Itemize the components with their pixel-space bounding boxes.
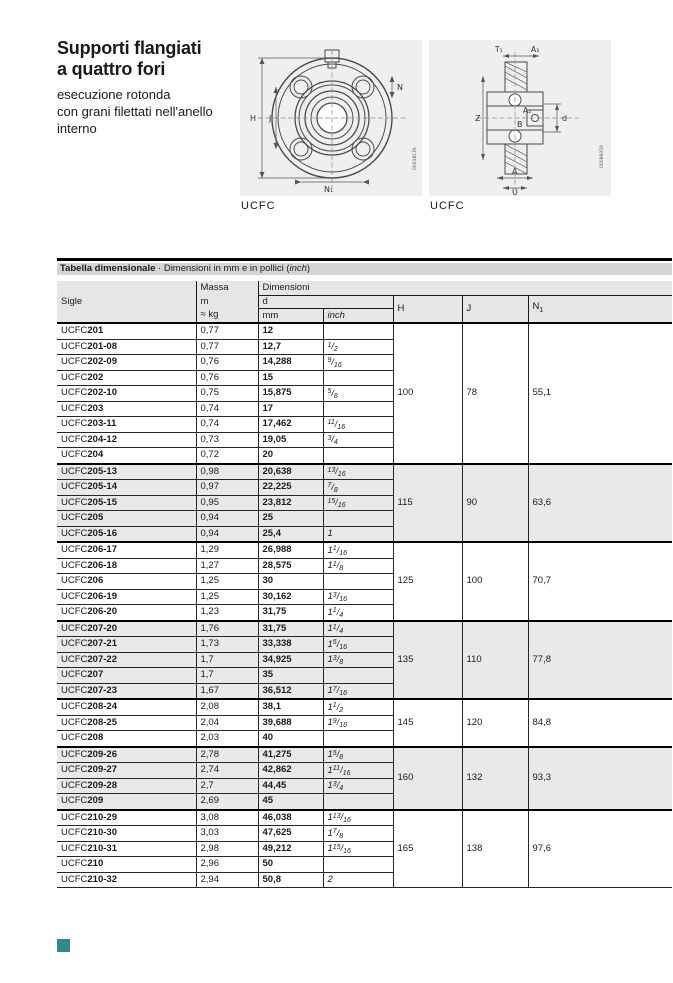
cell-massa: 2,04	[196, 715, 258, 731]
cell-d-mm: 28,575	[258, 558, 323, 574]
cell-massa: 2,69	[196, 794, 258, 810]
cell-d-mm: 25,4	[258, 526, 323, 542]
cell-d-inch	[323, 668, 393, 684]
table-title-inch: inch	[289, 263, 307, 274]
cell-N1: 84,8	[528, 699, 672, 747]
cell-H: 165	[393, 810, 462, 888]
cell-sigle: UCFC206	[57, 574, 196, 590]
cell-d-mm: 40	[258, 731, 323, 747]
cell-sigle: UCFC208	[57, 731, 196, 747]
cell-sigle: UCFC205-14	[57, 480, 196, 496]
cell-massa: 1,27	[196, 558, 258, 574]
cell-d-mm: 36,512	[258, 683, 323, 699]
cell-d-mm: 46,038	[258, 810, 323, 826]
cell-d-inch	[323, 731, 393, 747]
dimensional-table-section	[57, 258, 672, 888]
cell-massa: 1,7	[196, 652, 258, 668]
cell-d-mm: 12,7	[258, 339, 323, 355]
cell-d-mm: 30,162	[258, 589, 323, 605]
cell-d-mm: 31,75	[258, 621, 323, 637]
cell-N1: 70,7	[528, 542, 672, 621]
cell-massa: 1,73	[196, 637, 258, 653]
page-title	[57, 38, 201, 80]
cell-d-inch	[323, 574, 393, 590]
cell-massa: 1,25	[196, 574, 258, 590]
cell-sigle: UCFC209	[57, 794, 196, 810]
cell-d-mm: 25	[258, 511, 323, 527]
header-n1: $N_1$	[528, 296, 672, 324]
cell-d-mm: 26,988	[258, 542, 323, 558]
cell-massa: 0,75	[196, 386, 258, 402]
figure-caption-left: UCFC	[241, 200, 276, 212]
cell-massa: 3,03	[196, 826, 258, 842]
cell-N1: 97,6	[528, 810, 672, 888]
cell-sigle: UCFC205-15	[57, 495, 196, 511]
cell-sigle: UCFC205	[57, 511, 196, 527]
cell-d-inch: $^7/_8$	[323, 480, 393, 496]
cell-massa: 2,78	[196, 747, 258, 763]
cell-d-inch: $1^1/_2$	[323, 699, 393, 715]
subtitle-line: esecuzione rotonda	[57, 87, 171, 102]
dim-label-J: J	[269, 114, 272, 123]
section-view-drawing	[429, 40, 611, 196]
header-d: d	[258, 296, 393, 309]
cell-J: 90	[462, 464, 528, 543]
table-header	[57, 281, 672, 323]
cell-sigle: UCFC210	[57, 857, 196, 873]
cell-sigle: UCFC209-27	[57, 763, 196, 779]
cell-d-mm: 38,1	[258, 699, 323, 715]
cell-N1: 77,8	[528, 621, 672, 700]
cell-massa: 0,74	[196, 417, 258, 433]
cell-massa: 2,7	[196, 778, 258, 794]
cell-J: 100	[462, 542, 528, 621]
cell-d-inch: $1^{15}/_{16}$	[323, 841, 393, 857]
cell-d-inch: $^9/_{16}$	[323, 355, 393, 371]
dim-label-N: N	[397, 83, 403, 92]
cell-d-inch: $^3/_4$	[323, 432, 393, 448]
cell-d-mm: 20,638	[258, 464, 323, 480]
cell-massa: 0,73	[196, 432, 258, 448]
cell-massa: 3,08	[196, 810, 258, 826]
cell-d-mm: 12	[258, 323, 323, 339]
dim-label-B: B	[517, 120, 523, 129]
cell-massa: 0,94	[196, 511, 258, 527]
figure-caption-right: UCFC	[430, 200, 465, 212]
drawing-code: 00086059	[600, 145, 605, 168]
cell-d-inch: $1^3/_8$	[323, 652, 393, 668]
cell-d-inch: $1^9/_{16}$	[323, 715, 393, 731]
cell-d-inch: $^{13}/_{16}$	[323, 464, 393, 480]
cell-d-inch: 2	[323, 872, 393, 888]
cell-massa: 2,94	[196, 872, 258, 888]
cell-d-inch: $1^1/_{16}$	[323, 542, 393, 558]
cell-massa: 0,76	[196, 370, 258, 386]
cell-d-inch	[323, 448, 393, 464]
cell-J: 132	[462, 747, 528, 810]
cell-sigle: UCFC205-13	[57, 464, 196, 480]
cell-d-inch: $1^5/_{16}$	[323, 637, 393, 653]
cell-d-mm: 14,288	[258, 355, 323, 371]
cell-J: 120	[462, 699, 528, 747]
header-h: H	[393, 296, 462, 324]
cell-massa: 2,03	[196, 731, 258, 747]
cell-H: 125	[393, 542, 462, 621]
cell-d-mm: 23,812	[258, 495, 323, 511]
cell-d-mm: 42,862	[258, 763, 323, 779]
cell-d-inch: $1^7/_{16}$	[323, 683, 393, 699]
table-title-end: )	[306, 263, 311, 274]
cell-sigle: UCFC206-18	[57, 558, 196, 574]
cell-d-mm: 50,8	[258, 872, 323, 888]
cell-d-mm: 20	[258, 448, 323, 464]
cell-d-inch: $1^3/_{16}$	[323, 589, 393, 605]
cell-d-inch: $1^7/_8$	[323, 826, 393, 842]
cell-N1: 93,3	[528, 747, 672, 810]
cell-sigle: UCFC207-23	[57, 683, 196, 699]
cell-H: 115	[393, 464, 462, 543]
table-row	[57, 323, 672, 339]
drawing-code: 00016CFA	[413, 147, 418, 170]
cell-massa: 0,95	[196, 495, 258, 511]
cell-d-mm: 44,45	[258, 778, 323, 794]
cell-d-mm: 15	[258, 370, 323, 386]
cell-massa: 2,74	[196, 763, 258, 779]
page-title-line1: Supporti flangiati	[57, 38, 202, 58]
cell-d-mm: 50	[258, 857, 323, 873]
cell-d-mm: 17	[258, 401, 323, 417]
table-top-rule	[57, 258, 672, 261]
header-inch: inch	[323, 309, 393, 324]
cell-massa: 1,7	[196, 668, 258, 684]
cell-J: 138	[462, 810, 528, 888]
cell-massa: 0,77	[196, 323, 258, 339]
page-corner-marker	[57, 939, 70, 952]
cell-d-inch: $1^1/_4$	[323, 621, 393, 637]
header-dimensioni: Dimensioni	[258, 281, 672, 296]
cell-N1: 63,6	[528, 464, 672, 543]
dim-label-A3: A₃	[531, 45, 540, 54]
dim-label-N1: N₁	[324, 185, 334, 194]
cell-J: 110	[462, 621, 528, 700]
cell-massa: 0,74	[196, 401, 258, 417]
cell-d-mm: 15,875	[258, 386, 323, 402]
cell-sigle: UCFC203-11	[57, 417, 196, 433]
header-sigle: Sigle	[57, 281, 196, 323]
cell-massa: 0,97	[196, 480, 258, 496]
cell-massa: 0,77	[196, 339, 258, 355]
cell-d-mm: 17,462	[258, 417, 323, 433]
table-title-mid: · Dimensioni in mm e in pollici (	[155, 263, 290, 274]
cell-sigle: UCFC208-24	[57, 699, 196, 715]
cell-sigle: UCFC210-32	[57, 872, 196, 888]
cell-d-inch	[323, 401, 393, 417]
cell-massa: 0,94	[196, 526, 258, 542]
cell-sigle: UCFC201	[57, 323, 196, 339]
cell-H: 145	[393, 699, 462, 747]
dim-label-A2: A₂	[523, 106, 532, 115]
cell-sigle: UCFC207-22	[57, 652, 196, 668]
cell-d-mm: 30	[258, 574, 323, 590]
cell-d-inch: $^{15}/_{16}$	[323, 495, 393, 511]
cell-sigle: UCFC203	[57, 401, 196, 417]
header-j: J	[462, 296, 528, 324]
cell-sigle: UCFC207-20	[57, 621, 196, 637]
cell-sigle: UCFC202	[57, 370, 196, 386]
cell-sigle: UCFC202-10	[57, 386, 196, 402]
cell-d-mm: 45	[258, 794, 323, 810]
cell-d-inch	[323, 370, 393, 386]
cell-d-mm: 41,275	[258, 747, 323, 763]
cell-d-mm: 22,225	[258, 480, 323, 496]
cell-sigle: UCFC201-08	[57, 339, 196, 355]
header-m: m	[196, 296, 258, 309]
cell-d-inch	[323, 511, 393, 527]
cell-sigle: UCFC207-21	[57, 637, 196, 653]
cell-massa: 1,67	[196, 683, 258, 699]
cell-sigle: UCFC209-26	[57, 747, 196, 763]
table-row	[57, 621, 672, 637]
header-mm: mm	[258, 309, 323, 324]
cell-d-inch: $^5/_8$	[323, 386, 393, 402]
cell-sigle: UCFC207	[57, 668, 196, 684]
dim-label-H: H	[250, 114, 257, 123]
cell-massa: 2,96	[196, 857, 258, 873]
cell-massa: 2,98	[196, 841, 258, 857]
cell-d-mm: 19,05	[258, 432, 323, 448]
cell-d-inch: $1^{13}/_{16}$	[323, 810, 393, 826]
dim-label-U: U	[512, 188, 518, 196]
cell-d-inch	[323, 857, 393, 873]
cell-d-mm: 34,925	[258, 652, 323, 668]
cell-massa: 0,76	[196, 355, 258, 371]
cell-massa: 2,08	[196, 699, 258, 715]
table-row	[57, 747, 672, 763]
cell-massa: 0,98	[196, 464, 258, 480]
cell-d-inch: $1^3/_4$	[323, 778, 393, 794]
cell-J: 78	[462, 323, 528, 464]
cell-sigle: UCFC209-28	[57, 778, 196, 794]
cell-massa: 1,25	[196, 589, 258, 605]
cell-sigle: UCFC208-25	[57, 715, 196, 731]
cell-d-mm: 39,688	[258, 715, 323, 731]
table-row	[57, 542, 672, 558]
table-row	[57, 464, 672, 480]
cell-d-mm: 49,212	[258, 841, 323, 857]
cell-d-mm: 35	[258, 668, 323, 684]
dim-label-T1: T₁	[495, 45, 503, 54]
table-title-bar	[57, 263, 672, 275]
cell-sigle: UCFC205-16	[57, 526, 196, 542]
cell-H: 100	[393, 323, 462, 464]
cell-d-mm: 31,75	[258, 605, 323, 621]
cell-massa: 1,29	[196, 542, 258, 558]
dim-label-Z: Z	[475, 114, 481, 123]
cell-d-inch: $1^5/_8$	[323, 747, 393, 763]
cell-sigle: UCFC204-12	[57, 432, 196, 448]
cell-massa: 1,23	[196, 605, 258, 621]
cell-sigle: UCFC202-09	[57, 355, 196, 371]
table-row	[57, 810, 672, 826]
cell-d-mm: 47,625	[258, 826, 323, 842]
cell-d-inch	[323, 794, 393, 810]
page-subtitle	[57, 86, 213, 137]
page-title-line2: a quattro fori	[57, 59, 166, 79]
cell-massa: 0,72	[196, 448, 258, 464]
dim-label-A: A	[512, 167, 518, 176]
cell-H: 160	[393, 747, 462, 810]
subtitle-line: interno	[57, 121, 97, 136]
cell-massa: 1,76	[196, 621, 258, 637]
cell-sigle: UCFC206-19	[57, 589, 196, 605]
cell-sigle: UCFC204	[57, 448, 196, 464]
cell-sigle: UCFC206-17	[57, 542, 196, 558]
cell-d-inch: 1	[323, 526, 393, 542]
cell-d-inch: $1^1/_8$	[323, 558, 393, 574]
cell-d-inch: $1^{11}/_{16}$	[323, 763, 393, 779]
table-title-bold: Tabella dimensionale	[60, 263, 156, 274]
table-row	[57, 699, 672, 715]
header-massa: Massa	[196, 281, 258, 296]
header-approx-kg: ≈ kg	[196, 309, 258, 324]
cell-sigle: UCFC210-30	[57, 826, 196, 842]
cell-sigle: UCFC206-20	[57, 605, 196, 621]
cell-d-inch: $^1/_2$	[323, 339, 393, 355]
dimensional-table	[57, 281, 672, 888]
cell-d-inch: $1^1/_4$	[323, 605, 393, 621]
cell-d-mm: 33,338	[258, 637, 323, 653]
subtitle-line: con grani filettati nell'anello	[57, 104, 213, 119]
dim-label-d: d	[562, 114, 568, 123]
cell-sigle: UCFC210-29	[57, 810, 196, 826]
cell-N1: 55,1	[528, 323, 672, 464]
front-view-drawing	[240, 40, 422, 196]
cell-H: 135	[393, 621, 462, 700]
cell-d-inch	[323, 323, 393, 339]
table-body	[57, 323, 672, 888]
cell-d-inch: $^{11}/_{16}$	[323, 417, 393, 433]
cell-sigle: UCFC210-31	[57, 841, 196, 857]
